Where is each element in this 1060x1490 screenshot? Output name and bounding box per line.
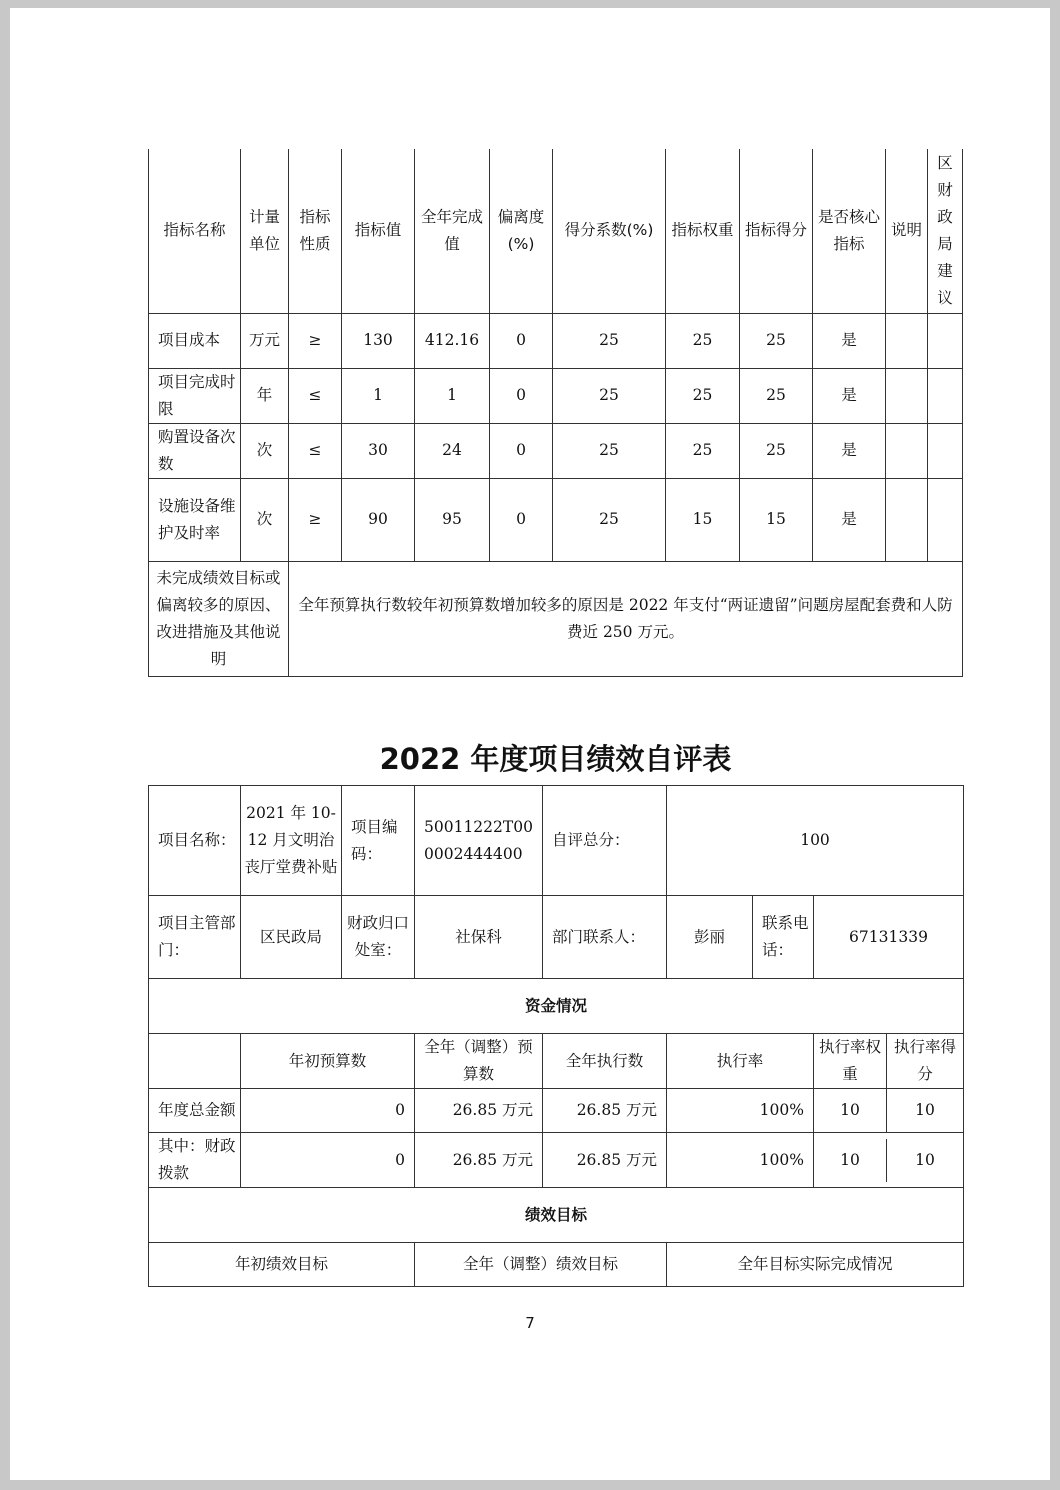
indicator-row bbox=[149, 423, 963, 478]
remark-label: 未完成绩效目标或偏离较多的原因、改进措施及其他说明 bbox=[149, 561, 289, 676]
indicator-coef: 25 bbox=[553, 423, 666, 478]
funds-header-initial: 年初预算数 bbox=[241, 1034, 415, 1089]
indicator-advice bbox=[928, 368, 963, 423]
indicator-value: 90 bbox=[342, 478, 415, 561]
header-core: 是否核心指标 bbox=[813, 149, 886, 313]
header-weight: 指标权重 bbox=[666, 149, 740, 313]
contact-value: 彭丽 bbox=[667, 896, 753, 979]
indicator-nature: ≤ bbox=[289, 423, 342, 478]
indicator-actual: 24 bbox=[415, 423, 490, 478]
indicator-unit: 年 bbox=[241, 368, 289, 423]
header-nature: 指标性质 bbox=[289, 149, 342, 313]
funds-header-adjusted: 全年（调整）预算数 bbox=[415, 1034, 543, 1089]
indicator-row bbox=[149, 478, 963, 561]
page-number: 7 bbox=[525, 1314, 535, 1332]
indicator-weight: 15 bbox=[666, 478, 740, 561]
header-unit: 计量单位 bbox=[241, 149, 289, 313]
header-value: 指标值 bbox=[342, 149, 415, 313]
indicator-weight: 25 bbox=[666, 423, 740, 478]
self-score-label: 自评总分： bbox=[543, 786, 667, 896]
indicator-score: 25 bbox=[740, 423, 813, 478]
remark-row bbox=[149, 561, 963, 676]
indicator-score: 25 bbox=[740, 313, 813, 368]
indicator-core: 是 bbox=[813, 423, 886, 478]
funds-row-adjusted: 26.85 万元 bbox=[415, 1133, 543, 1188]
indicator-core: 是 bbox=[813, 368, 886, 423]
self-score-value: 100 bbox=[667, 786, 964, 896]
funds-row-rate-score: 10 bbox=[915, 1101, 935, 1119]
goal-adjusted-header: 全年（调整）绩效目标 bbox=[415, 1243, 667, 1287]
indicator-nature: ≥ bbox=[289, 313, 342, 368]
funds-row-rate-weight: 10 bbox=[814, 1089, 887, 1132]
funds-header-weight-score-cell bbox=[814, 1034, 964, 1089]
indicator-deviation: 0 bbox=[490, 423, 553, 478]
funds-row-rate: 100% bbox=[667, 1133, 814, 1188]
indicator-row bbox=[149, 368, 963, 423]
funds-row-rate-weight: 10 bbox=[814, 1139, 887, 1182]
funds-section-title: 资金情况 bbox=[149, 979, 964, 1034]
funds-row-label: 其中：财政拨款 bbox=[149, 1133, 241, 1188]
indicator-actual: 1 bbox=[415, 368, 490, 423]
goals-header-row bbox=[149, 1243, 964, 1287]
indicator-unit: 次 bbox=[241, 423, 289, 478]
indicator-actual: 412.16 bbox=[415, 313, 490, 368]
indicator-table bbox=[148, 149, 963, 677]
indicator-value: 130 bbox=[342, 313, 415, 368]
funds-row bbox=[149, 1133, 964, 1188]
page-title: 2022 年度项目绩效自评表 bbox=[379, 742, 732, 776]
indicator-value: 30 bbox=[342, 423, 415, 478]
header-score: 指标得分 bbox=[740, 149, 813, 313]
indicator-name: 设施设备维护及时率 bbox=[149, 478, 241, 561]
funds-row-executed: 26.85 万元 bbox=[543, 1089, 667, 1133]
project-info-row bbox=[149, 786, 964, 896]
document-page bbox=[10, 8, 1050, 1480]
funds-row-weight-score-cell bbox=[814, 1133, 964, 1188]
indicator-weight: 25 bbox=[666, 313, 740, 368]
indicator-note bbox=[886, 313, 928, 368]
indicator-score: 15 bbox=[740, 478, 813, 561]
indicator-core: 是 bbox=[813, 313, 886, 368]
phone-value: 67131339 bbox=[814, 896, 964, 979]
project-dept-row bbox=[149, 896, 964, 979]
indicator-nature: ≤ bbox=[289, 368, 342, 423]
goals-section-row bbox=[149, 1188, 964, 1243]
indicator-unit: 次 bbox=[241, 478, 289, 561]
indicator-name: 购置设备次数 bbox=[149, 423, 241, 478]
header-deviation: 偏离度(%) bbox=[490, 149, 553, 313]
funds-row-weight-score-cell bbox=[814, 1089, 964, 1133]
office-label: 财政归口处室： bbox=[342, 896, 415, 979]
indicator-core: 是 bbox=[813, 478, 886, 561]
indicator-unit: 万元 bbox=[241, 313, 289, 368]
project-code-value: 50011222T000002444400 bbox=[415, 786, 543, 896]
funds-header-rate-score: 执行率得分 bbox=[893, 1038, 956, 1083]
indicator-advice bbox=[928, 313, 963, 368]
indicator-score: 25 bbox=[740, 368, 813, 423]
indicator-coef: 25 bbox=[553, 313, 666, 368]
funds-header-rate-weight: 执行率权重 bbox=[814, 1034, 887, 1088]
funds-header-row bbox=[149, 1034, 964, 1089]
remark-text: 全年预算执行数较年初预算数增加较多的原因是 2022 年支付“两证遗留”问题房屋配套费和人防费近 250 万元。 bbox=[289, 561, 963, 676]
indicator-deviation: 0 bbox=[490, 368, 553, 423]
indicator-note bbox=[886, 478, 928, 561]
indicator-advice bbox=[928, 478, 963, 561]
goal-actual-header: 全年目标实际完成情况 bbox=[667, 1243, 964, 1287]
indicator-coef: 25 bbox=[553, 368, 666, 423]
funds-row-executed: 26.85 万元 bbox=[543, 1133, 667, 1188]
funds-row bbox=[149, 1089, 964, 1133]
funds-header-rate: 执行率 bbox=[667, 1034, 814, 1089]
contact-label: 部门联系人： bbox=[543, 896, 667, 979]
header-coef: 得分系数(%) bbox=[553, 149, 666, 313]
header-advice: 区财政局建议 bbox=[928, 149, 963, 313]
funds-header-executed: 全年执行数 bbox=[543, 1034, 667, 1089]
indicator-value: 1 bbox=[342, 368, 415, 423]
indicator-name: 项目完成时限 bbox=[149, 368, 241, 423]
self-evaluation-table bbox=[148, 785, 964, 1287]
indicator-weight: 25 bbox=[666, 368, 740, 423]
indicator-note bbox=[886, 423, 928, 478]
indicator-actual: 95 bbox=[415, 478, 490, 561]
funds-row-label: 年度总金额 bbox=[149, 1089, 241, 1133]
indicator-deviation: 0 bbox=[490, 313, 553, 368]
indicator-row bbox=[149, 313, 963, 368]
indicator-note bbox=[886, 368, 928, 423]
funds-row-initial: 0 bbox=[241, 1133, 415, 1188]
goal-initial-header: 年初绩效目标 bbox=[149, 1243, 415, 1287]
header-actual: 全年完成值 bbox=[415, 149, 490, 313]
indicator-coef: 25 bbox=[553, 478, 666, 561]
funds-row-rate-score: 10 bbox=[915, 1150, 935, 1169]
phone-label: 联系电话： bbox=[753, 896, 814, 979]
project-code-label: 项目编码： bbox=[342, 786, 415, 896]
indicator-advice bbox=[928, 423, 963, 478]
header-note: 说明 bbox=[886, 149, 928, 313]
dept-label: 项目主管部门： bbox=[149, 896, 241, 979]
funds-row-initial: 0 bbox=[241, 1089, 415, 1133]
funds-row-rate: 100% bbox=[667, 1089, 814, 1133]
funds-header-blank bbox=[149, 1034, 241, 1089]
project-name-label: 项目名称： bbox=[149, 786, 241, 896]
goals-section-title: 绩效目标 bbox=[149, 1188, 964, 1243]
indicator-nature: ≥ bbox=[289, 478, 342, 561]
office-value: 社保科 bbox=[415, 896, 543, 979]
indicator-name: 项目成本 bbox=[149, 313, 241, 368]
dept-value: 区民政局 bbox=[241, 896, 342, 979]
indicator-deviation: 0 bbox=[490, 478, 553, 561]
funds-row-adjusted: 26.85 万元 bbox=[415, 1089, 543, 1133]
indicator-header-row bbox=[149, 149, 963, 313]
funds-section-row bbox=[149, 979, 964, 1034]
project-name-value: 2021 年 10-12 月文明治丧厅堂费补贴 bbox=[241, 786, 342, 896]
header-indicator-name: 指标名称 bbox=[149, 149, 241, 313]
